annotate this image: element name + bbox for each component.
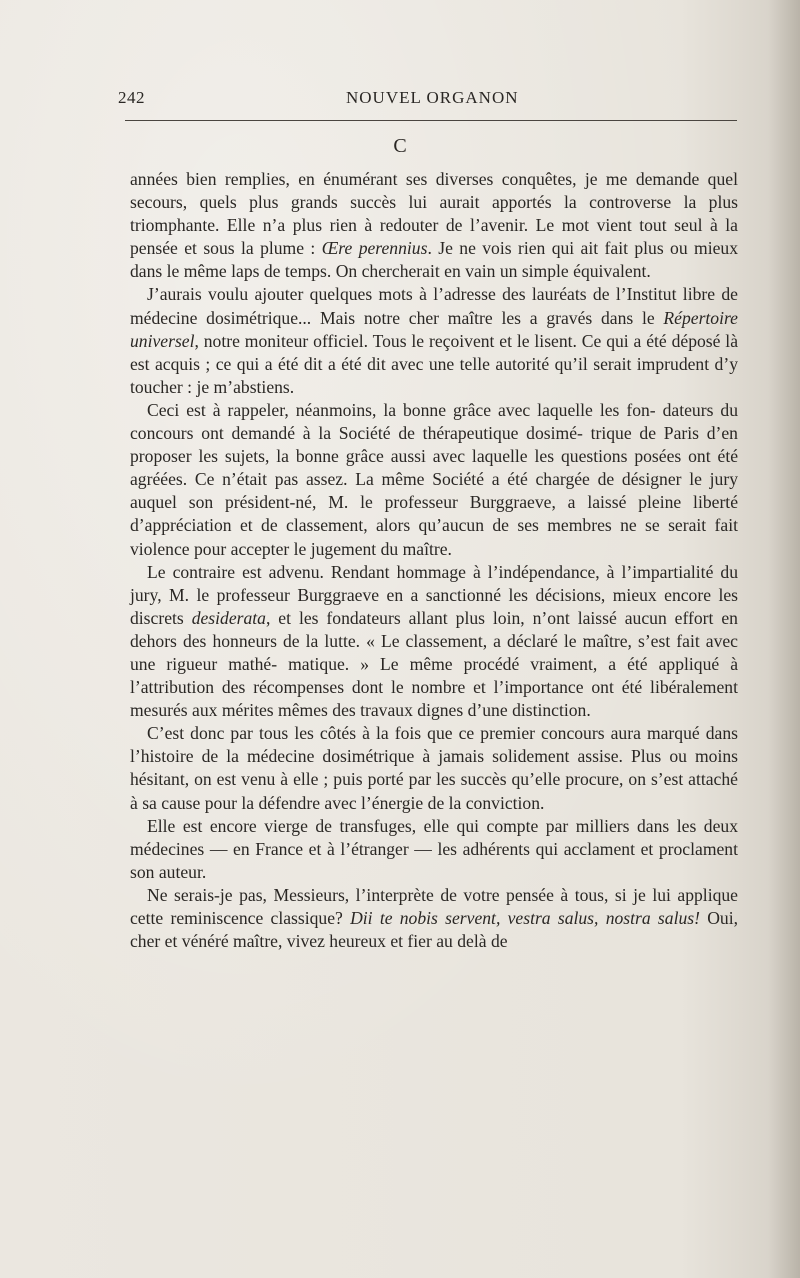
paragraph bbox=[130, 283, 738, 398]
signature-mark: C bbox=[393, 135, 407, 157]
paragraph bbox=[130, 815, 738, 884]
text-run: années bien remplies, en énumérant ses diverses conquêtes, je me bbox=[130, 169, 628, 189]
text-run: Société a été chargée de désigner le jury auquel son président-né, bbox=[130, 469, 738, 513]
text-run: a été dit avec une telle autorité qu’il serait imprudent d’y toucher : je bbox=[130, 353, 739, 397]
text-run: l’Institut libre de médecine dosimétrique... Mais notre cher maître les a bbox=[130, 284, 738, 328]
text-run: mesurés aux mérites mêmes des travaux dignes d’une distinction. bbox=[130, 700, 591, 721]
text-run: marqué dans l’histoire de la médecine dosimétrique à jamais solidement bbox=[130, 723, 738, 767]
text-run: applique cette reminiscence classique? bbox=[130, 884, 738, 928]
paragraph bbox=[130, 168, 738, 283]
text-run: pour accepter le jugement du maître. bbox=[194, 538, 452, 559]
italic-text: Dii te nobis servent, vestra salus, bbox=[350, 908, 599, 928]
text-run: Le contraire est advenu. Rendant hommage à l’indépendance, à bbox=[147, 561, 615, 582]
body-text bbox=[130, 168, 738, 953]
text-run: assise. Plus ou moins hésitant, on est venu à elle ; puis porté par les bbox=[130, 746, 738, 790]
paragraph bbox=[130, 399, 738, 561]
paragraph bbox=[130, 722, 738, 814]
page-header bbox=[118, 88, 738, 112]
italic-text: Répertoire universel bbox=[130, 307, 738, 351]
text-run: l’impartialité du jury, M. le professeur Burggraeve en a sanctionné les bbox=[130, 561, 738, 605]
text-run: Ceci est à rappeler, néanmoins, la bonne grâce avec laquelle les fon- bbox=[147, 399, 656, 420]
text-run: reçoivent et le lisent. Ce qui a été déposé là est acquis ; ce qui a été dit bbox=[130, 330, 739, 374]
text-run: M. le professeur Burggraeve, a laissé pleine liberté d’appréciation et de bbox=[130, 492, 738, 536]
italic-text: Œre perennius bbox=[321, 238, 428, 259]
text-run: matique. » Le même procédé vraiment, a été appliqué à l’attribution des bbox=[130, 653, 739, 698]
italic-text: nostra salus! bbox=[605, 908, 700, 928]
text-run: succès qu’elle procure, on s’est attaché à sa cause pour la défendre avec bbox=[130, 769, 738, 813]
text-run: classement, alors qu’aucun de ses membres ne se serait fait violence bbox=[130, 515, 738, 559]
text-run: plus loin, n’ont laissé aucun effort en dehors des honneurs de la lutte. bbox=[130, 607, 738, 651]
text-run: ne vois rien qui ait fait plus ou mieux dans le même laps de temps. On bbox=[130, 238, 739, 282]
text-run: Elle est encore vierge de transfuges, elle qui compte par milliers dans bbox=[147, 815, 670, 836]
paragraph bbox=[130, 561, 738, 723]
text-run: gravés dans le bbox=[546, 307, 664, 328]
text-run: « Le classement, a déclaré le maître, s’est fait avec une rigueur mathé- bbox=[130, 630, 738, 674]
running-title: NOUVEL ORGANON bbox=[346, 88, 519, 107]
text-run: . Je bbox=[427, 238, 453, 259]
text-run: C’est donc par tous les côtés à la fois que ce premier concours aura bbox=[147, 723, 641, 744]
text-run: l’énergie de la conviction. bbox=[361, 792, 545, 813]
italic-text: desiderata bbox=[191, 607, 266, 628]
text-run: , notre moniteur officiel. Tous le bbox=[194, 330, 425, 351]
text-run: récompenses dont le nombre et l’importance ont été libéralement bbox=[253, 677, 738, 698]
text-run: dateurs du concours ont demandé à la Société de thérapeutique dosimé- bbox=[130, 399, 738, 444]
paragraph bbox=[130, 884, 738, 953]
text-run: Ne serais-je pas, Messieurs, l’interprète de votre pensée à tous, si je lui bbox=[147, 884, 671, 905]
text-run: Le mot vient tout seul à la pensée et sous la plume : bbox=[130, 215, 738, 259]
text-run: décisions, mieux encore les discrets bbox=[130, 584, 738, 628]
text-run: les deux médecines — en France et à l’étranger — les adhérents qui bbox=[130, 815, 738, 859]
text-run: chercherait en vain un simple équivalent. bbox=[361, 261, 651, 282]
text-run: acclament et proclament son auteur. bbox=[130, 838, 738, 882]
text-run: J’aurais voulu ajouter quelques mots à l’adresse des lauréats de bbox=[147, 284, 610, 305]
text-run: m’abstiens. bbox=[213, 376, 295, 397]
text-run: demande quel secours, quels plus grands succès lui aurait apportés la bbox=[130, 169, 738, 213]
text-run: Oui, cher et vénéré maître, vivez heureux et fier au delà de bbox=[130, 908, 739, 952]
text-run: les questions posées ont été agréées. Ce n’était pas assez. La même bbox=[130, 446, 739, 490]
header-rule bbox=[125, 120, 737, 121]
text-run: , et les fondateurs allant bbox=[265, 607, 448, 628]
text-run: controverse la plus triomphante. Elle n’a plus rien à redouter de l’avenir. bbox=[130, 192, 739, 236]
page-number: 242 bbox=[118, 88, 145, 107]
text-run: trique de Paris d’en proposer les sujets, la bonne grâce aussi avec laquelle bbox=[130, 423, 738, 467]
